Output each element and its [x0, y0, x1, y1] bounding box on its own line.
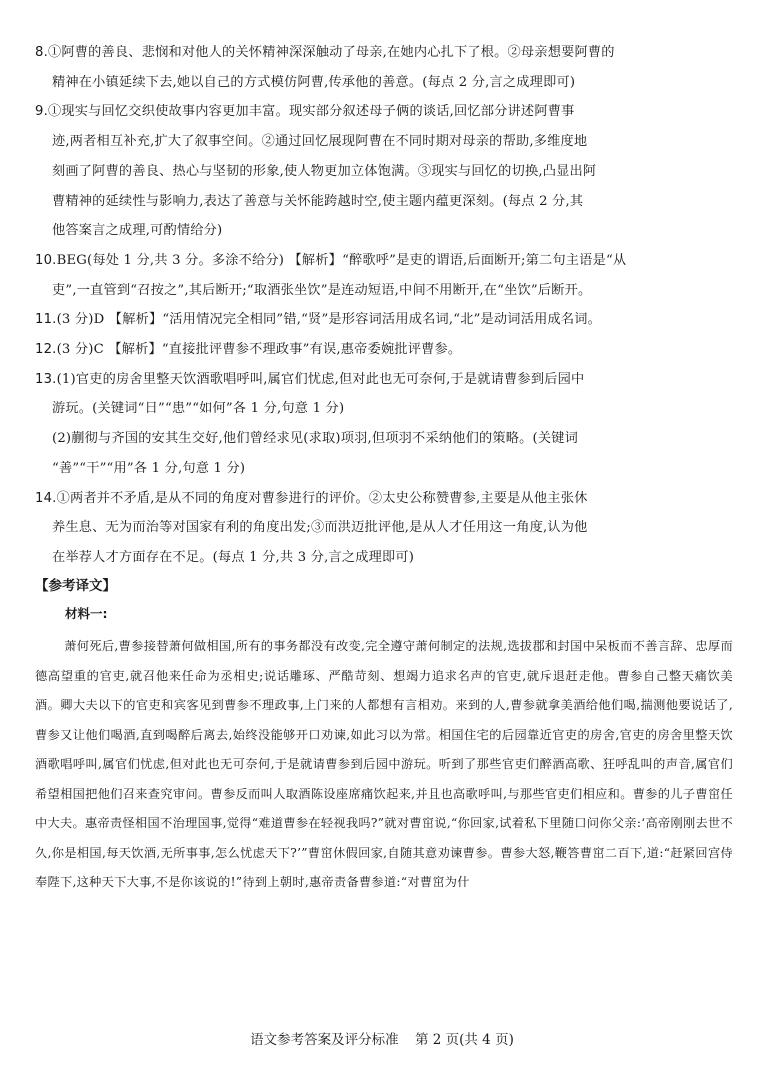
answer-item	[35, 484, 735, 573]
page-footer	[0, 1028, 764, 1048]
question-number: 13.	[35, 371, 57, 387]
answer-item	[35, 246, 735, 305]
answer-item	[35, 335, 735, 365]
question-number: 10.	[35, 252, 57, 268]
question-number: 9.	[35, 104, 48, 120]
footer-subject: 语文参考答案及评分标准	[250, 1032, 399, 1048]
answer-line: 吏”,一直管到“召按之”,其后断开;“取酒张坐饮”是连动短语,中间不用断开,在“坐饮”后断开。	[52, 282, 592, 298]
answer-line: 迹,两者相互补充,扩大了叙事空间。②通过回忆展现阿曹在不同时期对母亲的帮助,多维度地	[52, 134, 588, 150]
answer-line: “善”“干”“用”各 1 分,句意 1 分)	[52, 460, 246, 476]
answer-line: ①阿曹的善良、悲悯和对他人的关怀精神深深触动了母亲,在她内心扎下了根。②母亲想要阿曹的	[47, 45, 615, 60]
answer-line: 在举荐人才方面存在不足。(每点 1 分,共 3 分,言之成理即可)	[52, 549, 415, 565]
answer-line: (2)蒯彻与齐国的安其生交好,他们曾经求见(求取)项羽,但项羽不采纳他们的策略。(关键词	[52, 431, 579, 447]
answer-line: (3 分)D 【解析】“活用情况完全相同”错,“贤”是形容词活用成名词,“北”是动词活用成名词。	[56, 312, 602, 328]
question-number: 11.	[35, 312, 57, 328]
question-number: 12.	[35, 342, 57, 358]
answers-list	[35, 38, 735, 573]
answer-line: 精神在小镇延续下去,她以自己的方式模仿阿曹,传承他的善意。(每点 2 分,言之成理即可)	[52, 74, 576, 90]
question-number: 8.	[35, 45, 48, 60]
section-title: 【参考译文】	[35, 578, 116, 594]
answer-line: (1)官吏的房舍里整天饮酒歌唱呼叫,属官们忧虑,但对此也无可奈何,于是就请曹参到后园中	[56, 371, 585, 387]
answer-item	[35, 38, 735, 97]
translation-paragraph: 萧何死后,曹参接替萧何做相国,所有的事务都没有改变,完全遵守萧何制定的法规,选拔郡和封国中呆板而不善言辞、忠厚而德高望重的官吏,就召他来任命为丞相史;说话雕琢、严酷苛刻、想竭力追求名声的官吏,就斥退赶走他。曹参自己整天痛饮美酒。卿大夫以下的官吏和宾客见到曹参不理政事,上门来的人都想有言相劝。来到的人,曹参就拿美酒给他们喝,揣测他要说话了,曹参又让他们喝酒,直到喝醉后离去,始终没能够开口劝谏,如此习以为常。相国住宅的后园靠近官吏的房舍,官吏的房舍里整天饮酒歌唱呼叫,属官们忧虑,但对此也无可奈何,于是就请曹参到后园中游玩。听到了那些官吏们醉酒高歌、狂呼乱叫的声音,属官们希望相国把他们召来查究审问。曹参反而叫人取酒陈设座席痛饮起来,并且也高歌呼叫,与那些官吏们相应和。曹参的儿子曹窋任中大夫。惠帝责怪相国不治理国事,觉得“难道曹参在轻视我吗?”就对曹窋说,“你回家,试着私下里随口问你父亲:‘高帝刚刚去世不久,你是相国,每天饮酒,无所事事,怎么忧虑天下?’”曹窋休假回家,自随其意劝谏曹参。曹参大怒,鞭答曹窋二百下,道:“赶紧回宫侍奉陛下,这种天下大事,不是你该说的!”待到上朝时,惠帝责备曹参道:“对曹窋为什	[35, 639, 733, 889]
question-number: 14.	[35, 490, 57, 506]
answer-line: 游玩。(关键词“日”“患”“如何”各 1 分,句意 1 分)	[52, 401, 345, 417]
answer-line: 他答案言之成理,可酌情给分)	[52, 223, 223, 239]
answer-line: 曹精神的延续性与影响力,表达了善意与关怀能跨越时空,使主题内蕴更深刻。(每点 2 分,其	[52, 193, 584, 209]
answer-line: BEG(每处 1 分,共 3 分。多涂不给分) 【解析】“醉歌呼”是吏的谓语,后面断开;第二句主语是“从	[56, 252, 627, 268]
material-label: 材料一:	[65, 606, 108, 621]
answer-line: 刻画了阿曹的善良、热心与坚韧的形象,使人物更加立体饱满。③现实与回忆的切换,凸显出阿	[52, 163, 597, 179]
answer-line: 养生息、无为而治等对国家有利的角度出发;③而洪迈批评他,是从人才任用这一角度,认为他	[52, 520, 588, 536]
answer-line: (3 分)C 【解析】“直接批评曹参不理政事”有误,惠帝委婉批评曹参。	[56, 342, 462, 358]
footer-page-number: 第 2 页(共 4 页)	[414, 1032, 514, 1048]
answer-item	[35, 305, 735, 335]
answer-line: ①现实与回忆交织使故事内容更加丰富。现实部分叙述母子俩的谈话,回忆部分讲述阿曹事	[47, 104, 575, 120]
answer-line: ①两者并不矛盾,是从不同的角度对曹参进行的评价。②太史公称赞曹参,主要是从他主张休	[56, 490, 588, 506]
answer-item	[35, 365, 735, 484]
answer-item	[35, 97, 735, 246]
